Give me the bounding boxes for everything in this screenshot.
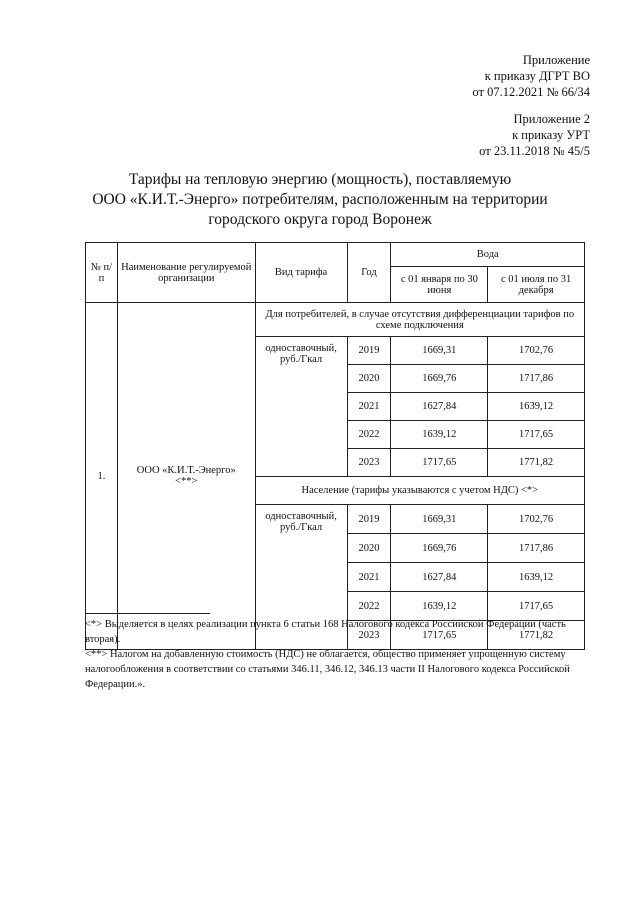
appendix-2-header-line: Приложение 2	[513, 112, 590, 126]
value-cell: 1702,76	[488, 505, 585, 534]
appendix-2-header	[479, 111, 590, 159]
year-cell: 2022	[347, 592, 391, 621]
value-cell: 1669,76	[391, 365, 488, 393]
footnote-1: <*> Выделяется в целях реализации пункта 6 статьи 168 Налогового кодекса Российской Федерации (часть вторая).	[85, 619, 566, 645]
title-line: городского округа город Воронеж	[208, 211, 432, 228]
value-cell: 1717,65	[391, 449, 488, 477]
year-cell: 2022	[347, 421, 391, 449]
value-cell: 1639,12	[391, 421, 488, 449]
value-cell: 1717,65	[488, 592, 585, 621]
value-cell: 1669,76	[391, 534, 488, 563]
footnote-divider	[85, 613, 210, 614]
year-cell: 2023	[347, 449, 391, 477]
value-cell: 1669,31	[391, 337, 488, 365]
value-cell: 1771,82	[488, 621, 585, 650]
value-cell: 1717,65	[391, 621, 488, 650]
year-cell: 2019	[347, 337, 391, 365]
tariff-type-cell: одноставочный, руб./Гкал	[255, 337, 347, 477]
header-tariff-type: Вид тарифа	[255, 243, 347, 303]
value-cell: 1702,76	[488, 337, 585, 365]
section-title: Население (тарифы указываются с учетом НДС) <*>	[255, 477, 584, 505]
org-cell	[117, 303, 255, 650]
year-cell: 2021	[347, 393, 391, 421]
year-cell: 2019	[347, 505, 391, 534]
value-cell: 1717,65	[488, 421, 585, 449]
header-num: № п/п	[86, 243, 118, 303]
org-name: ООО «К.И.Т.-Энерго»	[136, 465, 236, 476]
org-note: <**>	[175, 476, 198, 487]
year-cell: 2020	[347, 365, 391, 393]
appendix-header	[472, 52, 590, 100]
header-year: Год	[347, 243, 391, 303]
appendix-header-line: от 07.12.2021 № 66/34	[472, 85, 590, 99]
footnote-2: <**> Налогом на добавленную стоимость (НДС) не облагается, общество применяет упрощенную систему налогообложения в соответствии со статьями 346.11, 346.12, 346.13 части II Налогового кодекса Российской Федерации.».	[85, 649, 570, 690]
header-org: Наименование регулируемой организации	[117, 243, 255, 303]
appendix-header-line: Приложение	[522, 53, 590, 67]
title-line: Тарифы на тепловую энергию (мощность), поставляемую	[128, 171, 512, 188]
header-period-2: с 01 июля по 31 декабря	[488, 267, 585, 303]
appendix-header-line: к приказу ДГРТ ВО	[484, 69, 590, 83]
document-title	[0, 170, 640, 230]
value-cell: 1639,12	[488, 563, 585, 592]
value-cell: 1717,86	[488, 534, 585, 563]
header-period-1: с 01 января по 30 июня	[391, 267, 488, 303]
section-title: Для потребителей, в случае отсутствия дифференциации тарифов по схеме подключения	[255, 303, 584, 337]
value-cell: 1669,31	[391, 505, 488, 534]
value-cell: 1771,82	[488, 449, 585, 477]
tariff-table	[85, 242, 585, 650]
header-water: Вода	[391, 243, 585, 267]
value-cell: 1627,84	[391, 563, 488, 592]
value-cell: 1639,12	[391, 592, 488, 621]
value-cell: 1627,84	[391, 393, 488, 421]
appendix-2-header-line: к приказу УРТ	[512, 128, 590, 142]
tariff-type-cell: одноставочный, руб./Гкал	[255, 505, 347, 650]
year-cell: 2020	[347, 534, 391, 563]
footnotes	[85, 617, 585, 692]
value-cell: 1639,12	[488, 393, 585, 421]
title-line: ООО «К.И.Т.-Энерго» потребителям, расположенным на территории	[92, 191, 548, 208]
appendix-2-header-line: от 23.11.2018 № 45/5	[479, 144, 590, 158]
year-cell: 2023	[347, 621, 391, 650]
year-cell: 2021	[347, 563, 391, 592]
value-cell: 1717,86	[488, 365, 585, 393]
row-number: 1.	[86, 303, 118, 650]
